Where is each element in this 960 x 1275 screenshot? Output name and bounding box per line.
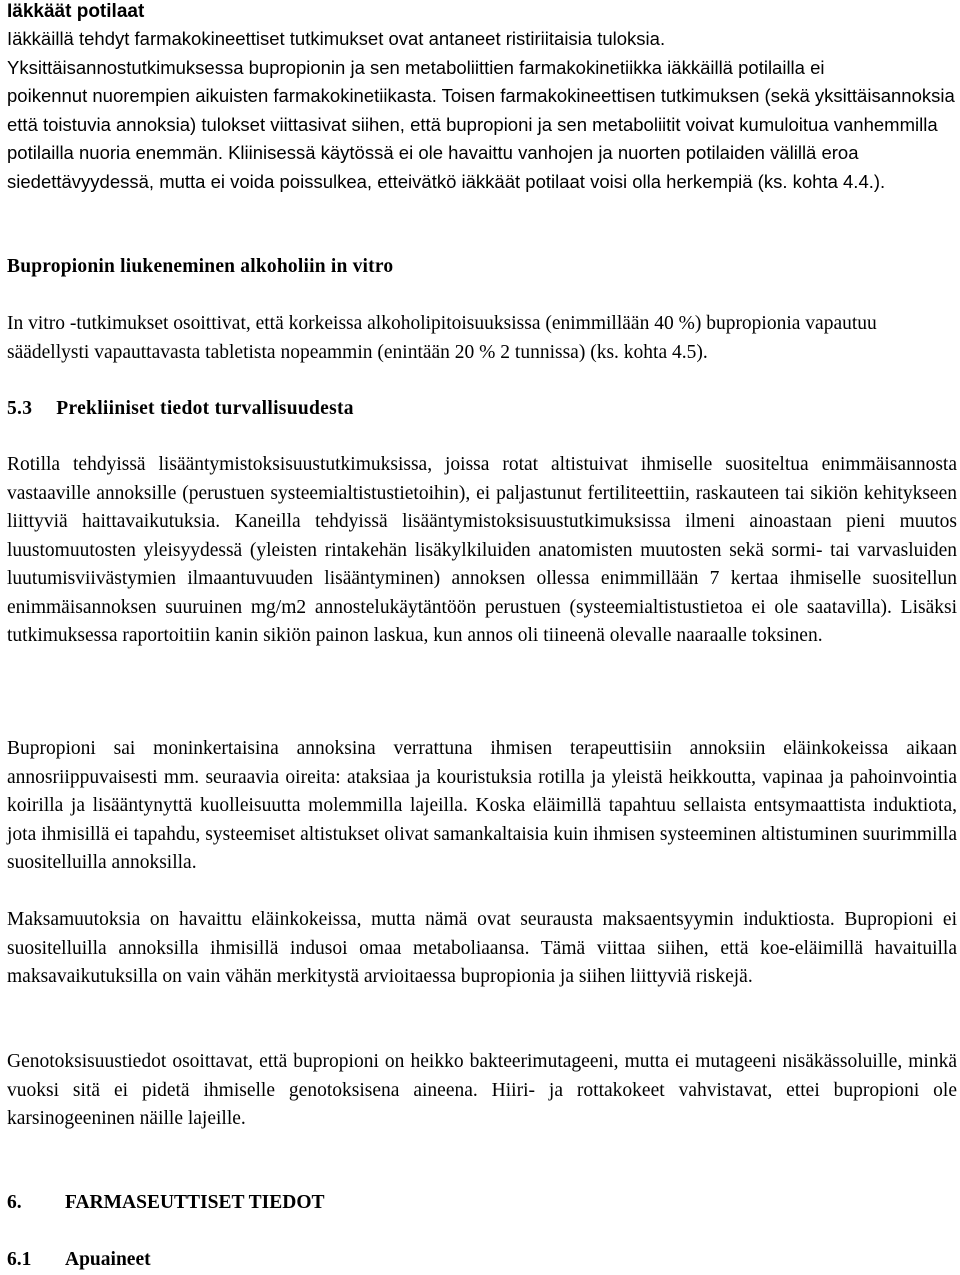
paragraph-genotoxicity: Genotoksisuustiedot osoittavat, että bupropioni on heikko bakteerimutageeni, mutta ei mutageeni nisäkässoluille, minkä vuoksi sitä ei pidetä ihmiselle genotoksisena aineena. Hiiri- ja rottakokeet vahvistavat, ettei bupropioni ole karsinogeeninen näille lajeille. (7, 1051, 957, 1129)
section-number: 6. (7, 1192, 22, 1213)
section-title: Apuaineet (65, 1249, 151, 1270)
paragraph-animal-studies: Bupropioni sai moninkertaisina annoksina verrattuna ihmisen terapeuttisiin annoksiin eläinkokeissa aikaan annosriippuvaisesti mm. seuraavia oireita: ataksiaa ja kouristuksia rotilla ja yleistä heikkoutta, vapinaa ja pahoinvointia koirilla ja lisääntynyttä kuolleisuutta molemmilla lajeilla. Koska eläimillä tapahtuu sellaista entsymaattista induktiota, jota ihmisillä ei tapahdu, systeemiset altistukset olivat samankaltaisia kuin ihmisen systeeminen altistuminen suurimmilla suositelluilla annoksilla. (7, 738, 957, 873)
section-heading-preclinical (7, 396, 354, 422)
section-heading-alcohol-dissolution: Bupropionin liukeneminen alkoholiin in vitro (7, 256, 394, 277)
section-heading-excipients (7, 1247, 151, 1273)
paragraph-line: Iäkkäillä tehdyt farmakokineettiset tutkimukset ovat antaneet ristiriitaisia tuloksia. (7, 28, 666, 49)
section-number: 6.1 (7, 1249, 32, 1270)
section-title: Prekliiniset tiedot turvallisuudesta (56, 398, 354, 419)
section-title: FARMASEUTTISET TIEDOT (65, 1192, 325, 1213)
section-number: 5.3 (7, 398, 33, 419)
section-heading-elderly-patients: Iäkkäät potilaat (7, 1, 145, 22)
section-heading-pharmaceutical-particulars (7, 1190, 325, 1216)
paragraph-elderly-pharmacokinetics (7, 25, 957, 196)
paragraph-line: Yksittäisannostutkimuksessa bupropionin ja sen metaboliittien farmakokinetiikka iäkkäillä potilailla ei (7, 56, 825, 78)
paragraph-reproductive-toxicity: Rotilla tehdyissä lisääntymistoksisuustutkimuksissa, joissa rotat altistuivat ihmiselle suositeltua enimmäisannosta vastaaville annoksille (perustuen systeemialtistustietoihin), ei paljastunut fertiliteettiin, raskauteen tai sikiön kehitykseen liittyviä haittavaikutuksia. Kaneilla tehdyissä lisääntymistoksisuustutkimuksissa ilmeni ainoastaan pieni muutos luustomuutosten yleisyydessä (yleisten rintakehän lisäkylkiluiden anatomisten muutosten sekä sormi- tai varvasluiden luutumisviivästymien ilmaantuvuuden lisääntyminen) annoksen ollessa enimmillään 7 kertaa ihmiselle suositellun enimmäisannoksen suuruinen mg/m2 annostelukäytäntöön perustuen (systeemialtistustietoa ei ole saatavilla). Lisäksi tutkimuksessa raportoitiin kanin sikiön painon laskua, kun annos oli tiineenä olevalle naaraalle toksinen. (7, 454, 957, 646)
paragraph-text: poikennut nuorempien aikuisten farmakokinetiikasta. Toisen farmakokineettisen tutkimuksen (sekä yksittäisannoksia että toistuvia annoksia) tulokset viittasivat siihen, että bupropioni ja sen metaboliitit voivat kumuloitua vanhemmilla potilailla nuoria enemmän. Kliinisessä käytössä ei ole havaittu vanhojen ja nuorten potilaiden välillä eroa siedettävyydessä, mutta ei voida poissulkea, etteivätkö iäkkäät potilaat voisi olla herkempiä (ks. kohta 4.4.). (7, 85, 955, 192)
paragraph-alcohol-dissolution: In vitro -tutkimukset osoittivat, että korkeissa alkoholipitoisuuksissa (enimmillään 40 %) bupropionia vapautuu säädellysti vapauttavasta tabletista nopeammin (enintään 20 % 2 tunnissa) (ks. kohta 4.5). (7, 313, 877, 363)
paragraph-liver-changes: Maksamuutoksia on havaittu eläinkokeissa, mutta nämä ovat seurausta maksaentsyymin induktiosta. Bupropioni ei suositelluilla annoksilla ihmisillä indusoi omaa metaboliaansa. Tämä viittaa siihen, että koe-eläimillä havaituilla maksavaikutuksilla on vain vähän merkitystä arvioitaessa bupropionia ja siihen liittyviä riskejä. (7, 909, 957, 987)
